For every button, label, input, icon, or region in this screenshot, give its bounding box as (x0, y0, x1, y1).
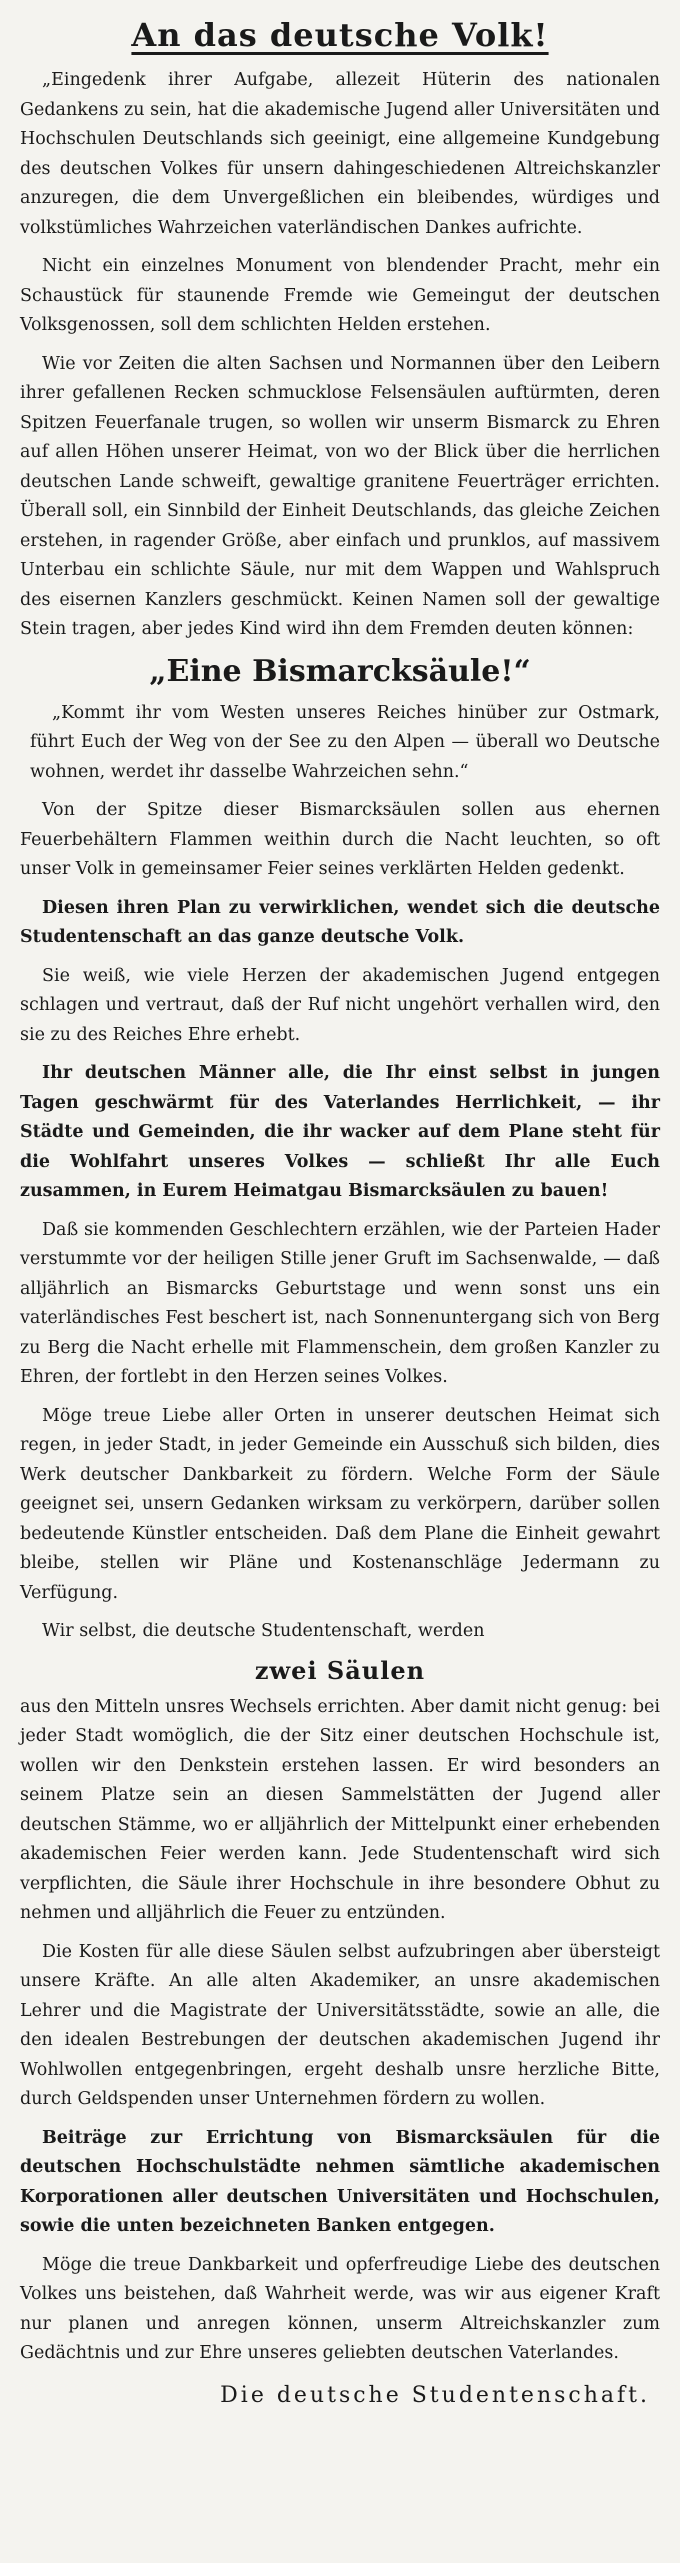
headline-zwei-saeulen: zwei Säulen (254, 1655, 426, 1685)
bold-paragraph: Diesen ihren Plan zu verwirklichen, wendet sich die deutsche Studentenschaft an das ganze deutsche Volk. (20, 897, 660, 947)
bold-paragraph: Beiträge zur Errichtung von Bismarcksäulen für die deutschen Hochschulstädte nehmen sämtliche akademischen Korporationen aller deutschen Universitäten und Hochschulen, sowie die unten bezeichneten Banken entgegen. (20, 2127, 660, 2236)
body-paragraph: Möge treue Liebe aller Orten in unserer deutschen Heimat sich regen, in jeder Stadt, in jeder Gemeinde ein Ausschuß sich bilden, dies Werk deutscher Dankbarkeit zu fördern. Welche Form der Säule geeignet sei, unsern Gedanken wirksam zu verkörpern, darüber sollen bedeutende Künstler entscheiden. Daß dem Plane die Einheit gewahrt bleibe, stellen wir Pläne und Kostenanschläge Jedermann zu Verfügung. (20, 1405, 660, 1603)
body-paragraph: Sie weiß, wie viele Herzen der akademischen Jugend entgegen schlagen und vertraut, daß der Ruf nicht ungehört verhallen wird, den sie zu des Reiches Ehre erhebt. (20, 965, 660, 1045)
body-paragraph: Daß sie kommenden Geschlechtern erzählen, wie der Parteien Hader verstummte vor der heiligen Stille jener Gruft im Sachsenwalde, — daß alljährlich an Bismarcks Geburtstage und wenn sonst uns ein vaterländisches Fest beschert ist, nach Sonnenuntergang sich von Berg zu Berg die Nacht erhelle mit Flammenschein, dem großen Kanzler zu Ehren, der fortlebt in den Herzen seines Volkes. (20, 1219, 660, 1387)
intro-paragraph: Wie vor Zeiten die alten Sachsen und Normannen über den Leibern ihrer gefallenen Recken schmucklose Felsensäulen auftürmten, deren Spitzen Feuerfanale trugen, so wollen wir unserm Bismarck zu Ehren auf allen Höhen unserer Heimat, von wo der Blick über die herrlichen deutschen Lande schweift, gewaltige granitene Feuerträger errichten. Überall soll, ein Sinnbild der Einheit Deutschlands, das gleiche Zeichen erstehen, in ragender Größe, aber einfach und prunklos, auf massivem Unterbau ein schlichte Säule, nur mit dem Wappen und Wahlspruch des eisernen Kanzlers geschmückt. Keinen Namen soll der gewaltige Stein tragen, aber jedes Kind wird ihn dem Fremden deuten können: (20, 353, 660, 639)
document-title: An das deutsche Volk! (131, 16, 549, 54)
headline-bismarcksaeule: „Eine Bismarcksäule!“ (149, 653, 531, 689)
intro-paragraph: „Eingedenk ihrer Aufgabe, allezeit Hüterin des nationalen Gedankens zu sein, hat die akademische Jugend aller Universitäten und Hochschulen Deutschlands sich geeinigt, eine allgemeine Kundgebung des deutschen Volkes für unsern dahingeschiedenen Altreichskanzler anzuregen, die dem Unvergeßlichen ein bleibendes, würdiges und volkstümliches Wahrzeichen vaterländischen Dankes aufrichte. (20, 70, 660, 238)
intro-paragraph: Nicht ein einzelnes Monument von blendender Pracht, mehr ein Schaustück für staunende Fremde wie Gemeingut der deutschen Volksgenossen, soll dem schlichten Helden erstehen. (20, 256, 660, 335)
body-paragraph: Wir selbst, die deutsche Studentenschaft, werden (42, 1621, 485, 1641)
quote-paragraph: „Kommt ihr vom Westen unseres Reiches hinüber zur Ostmark, führt Euch der Weg von der See zu den Alpen — überall wo Deutsche wohnen, werdet ihr dasselbe Wahrzeichen sehn.“ (30, 702, 660, 782)
body-paragraph: Die Kosten für alle diese Säulen selbst aufzubringen aber übersteigt unsere Kräfte. An alle alten Akademiker, an unsre akademischen Lehrer und die Magistrate der Universitätsstädte, sowie an alle, die den idealen Bestrebungen der deutschen akademischen Jugend ihr Wohlwollen entgegenbringen, ergeht deshalb unsre herzliche Bitte, durch Geldspenden unser Unternehmen fördern zu wollen. (20, 1941, 660, 2109)
body-paragraph: Von der Spitze dieser Bismarcksäulen sollen aus ehernen Feuerbehältern Flammen weithin durch die Nacht leuchten, so oft unser Volk in gemeinsamer Feier seines verklärten Helden gedenkt. (20, 800, 660, 879)
signature: Die deutsche Studentenschaft. (220, 2382, 650, 2408)
body-paragraph: aus den Mitteln unsres Wechsels errichten. Aber damit nicht genug: bei jeder Stadt womöglich, die der Sitz einer deutschen Hochschule ist, wollen wir den Denkstein erstehen lassen. Er wird besonders an seinem Platze sein an diesen Sammelstätten der Jugend aller deutschen Stämme, wo er alljährlich der Mittelpunkt einer erhebenden akademischen Feier werden kann. Jede Studentenschaft wird sich verpflichten, die Säule ihrer Hochschule in ihre besondere Obhut zu nehmen und alljährlich die Feuer zu entzünden. (20, 1696, 660, 1923)
bold-paragraph: Ihr deutschen Männer alle, die Ihr einst selbst in jungen Tagen geschwärmt für des Vaterlandes Herrlichkeit, — ihr Städte und Gemeinden, die ihr wacker auf dem Plane steht für die Wohlfahrt unseres Volkes — schließt Ihr alle Euch zusammen, in Eurem Heimatgau Bismarcksäulen zu bauen! (20, 1063, 660, 1201)
body-paragraph: Möge die treue Dankbarkeit und opferfreudige Liebe des deutschen Volkes uns beistehen, daß Wahrheit werde, was wir aus eigener Kraft nur planen und anregen können, unserm Altreichskanzler zum Gedächtnis und zur Ehre unseres geliebten deutschen Vaterlandes. (20, 2254, 660, 2363)
